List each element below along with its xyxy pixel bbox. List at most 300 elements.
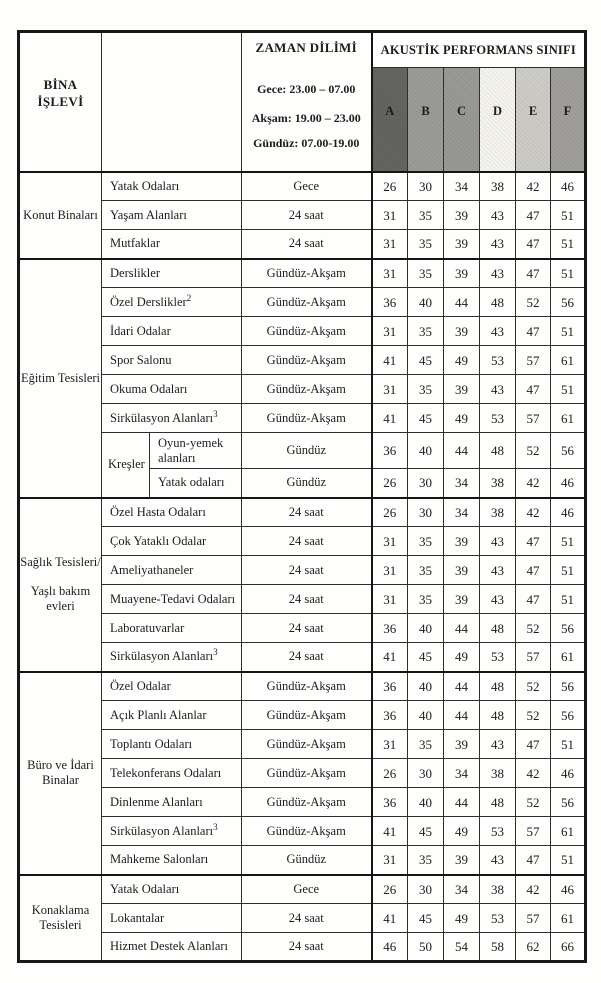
table-row [19, 317, 586, 346]
time-cell: Gece [242, 875, 372, 904]
value-cell: 31 [372, 846, 408, 875]
value-cell: 47 [516, 585, 551, 614]
value-cell: 57 [516, 904, 551, 933]
time-period-day: Gündüz: 07.00-19.00 [253, 136, 360, 150]
value-cell: 56 [551, 614, 586, 643]
value-cell: 61 [551, 346, 586, 375]
value-cell: 45 [408, 904, 444, 933]
room-label: Hizmet Destek Alanları [110, 939, 229, 953]
value-cell: 40 [408, 433, 444, 469]
value-cell: 57 [516, 346, 551, 375]
value-cell: 52 [516, 433, 551, 469]
footnote-superscript: 3 [213, 647, 218, 658]
value-cell: 43 [480, 259, 516, 288]
room-label: Telekonferans Odaları [110, 765, 222, 780]
value-cell: 42 [516, 759, 551, 788]
time-cell: Gündüz-Akşam [242, 730, 372, 759]
table-row [19, 404, 586, 433]
value-cell: 45 [408, 817, 444, 846]
value-cell: 34 [444, 172, 480, 201]
table-row [19, 817, 586, 846]
time-cell: 24 saat [242, 585, 372, 614]
room-label: Yaşam Alanları [110, 207, 187, 222]
value-cell: 38 [480, 172, 516, 201]
time-cell: Gündüz-Akşam [242, 346, 372, 375]
room-label: Mahkeme Salonları [110, 852, 209, 867]
class-column-b [408, 68, 444, 172]
value-cell: 49 [444, 643, 480, 672]
value-cell: 36 [372, 701, 408, 730]
value-cell: 34 [444, 875, 480, 904]
class-e-label: E [528, 103, 538, 118]
value-cell: 26 [372, 875, 408, 904]
value-cell: 56 [551, 788, 586, 817]
value-cell: 31 [372, 259, 408, 288]
table-row [19, 730, 586, 759]
table-row [19, 259, 586, 288]
room-cell [102, 759, 242, 788]
class-column-d [480, 68, 516, 172]
time-cell: Gündüz [242, 469, 372, 498]
value-cell: 36 [372, 288, 408, 317]
value-cell: 47 [516, 201, 551, 230]
value-cell: 53 [480, 404, 516, 433]
value-cell: 36 [372, 672, 408, 701]
acoustic-class-title: AKUSTİK PERFORMANS SINIFI [372, 32, 586, 68]
value-cell: 52 [516, 701, 551, 730]
value-cell: 30 [408, 172, 444, 201]
room-label: Özel Odalar [110, 678, 171, 693]
value-cell: 47 [516, 730, 551, 759]
room-cell [102, 498, 242, 527]
value-cell: 39 [444, 730, 480, 759]
value-cell: 61 [551, 817, 586, 846]
group-label: Büro ve İdari Binalar [27, 758, 94, 787]
room-cell [102, 788, 242, 817]
table-row [19, 643, 586, 672]
value-cell: 40 [408, 788, 444, 817]
value-cell: 42 [516, 498, 551, 527]
group-cell-konut [19, 172, 102, 259]
value-cell: 47 [516, 375, 551, 404]
value-cell: 62 [516, 933, 551, 962]
room-cell [102, 404, 242, 433]
time-cell: Gündüz-Akşam [242, 288, 372, 317]
group-cell-buro [19, 672, 102, 875]
value-cell: 30 [408, 498, 444, 527]
room-cell [102, 527, 242, 556]
table-row [19, 875, 586, 904]
room-cell [102, 614, 242, 643]
group-label: Sağlık Tesisleri/ [20, 555, 101, 569]
value-cell: 40 [408, 288, 444, 317]
value-cell: 61 [551, 643, 586, 672]
value-cell: 46 [551, 759, 586, 788]
value-cell: 51 [551, 201, 586, 230]
room-label: Derslikler [110, 265, 160, 280]
value-cell: 40 [408, 614, 444, 643]
table-row [19, 201, 586, 230]
time-cell: Gündüz-Akşam [242, 404, 372, 433]
value-cell: 35 [408, 527, 444, 556]
time-cell: 24 saat [242, 904, 372, 933]
value-cell: 48 [480, 701, 516, 730]
value-cell: 47 [516, 259, 551, 288]
value-cell: 51 [551, 317, 586, 346]
time-cell: 24 saat [242, 201, 372, 230]
time-period-evening: Akşam: 19.00 – 23.00 [251, 111, 361, 125]
room-cell [102, 730, 242, 759]
value-cell: 46 [551, 172, 586, 201]
value-cell: 47 [516, 556, 551, 585]
room-label: Muayene-Tedavi Odaları [110, 591, 236, 606]
footnote-superscript: 3 [213, 821, 218, 832]
time-cell: 24 saat [242, 556, 372, 585]
value-cell: 45 [408, 404, 444, 433]
room-label: Okuma Odaları [110, 381, 188, 396]
room-label: Sirkülasyon Alanları [110, 410, 214, 425]
time-cell: Gündüz-Akşam [242, 317, 372, 346]
value-cell: 51 [551, 375, 586, 404]
footnote-superscript: 2 [186, 292, 192, 303]
value-cell: 41 [372, 904, 408, 933]
room-cell [102, 230, 242, 259]
table-row [19, 498, 586, 527]
value-cell: 35 [408, 259, 444, 288]
value-cell: 41 [372, 817, 408, 846]
value-cell: 45 [408, 346, 444, 375]
value-cell: 49 [444, 904, 480, 933]
room-label: Dinlenme Alanları [110, 794, 203, 809]
group-cell-konaklama [19, 875, 102, 962]
value-cell: 31 [372, 556, 408, 585]
value-cell: 31 [372, 230, 408, 259]
time-cell: Gündüz-Akşam [242, 259, 372, 288]
value-cell: 30 [408, 875, 444, 904]
value-cell: 40 [408, 672, 444, 701]
time-cell: Gündüz-Akşam [242, 817, 372, 846]
value-cell: 61 [551, 404, 586, 433]
value-cell: 51 [551, 585, 586, 614]
value-cell: 53 [480, 817, 516, 846]
value-cell: 34 [444, 759, 480, 788]
value-cell: 53 [480, 904, 516, 933]
room-cell [102, 701, 242, 730]
value-cell: 51 [551, 230, 586, 259]
time-cell: 24 saat [242, 933, 372, 962]
value-cell: 30 [408, 469, 444, 498]
table-row [19, 672, 586, 701]
room-cell [102, 346, 242, 375]
time-cell: Gece [242, 172, 372, 201]
value-cell: 48 [480, 614, 516, 643]
table-row [19, 433, 586, 469]
value-cell: 40 [408, 701, 444, 730]
value-cell: 44 [444, 614, 480, 643]
class-b-label: B [421, 103, 430, 118]
value-cell: 43 [480, 585, 516, 614]
room-label: Laboratuvarlar [110, 620, 185, 635]
value-cell: 52 [516, 614, 551, 643]
class-a-label: A [385, 103, 395, 118]
value-cell: 34 [444, 498, 480, 527]
value-cell: 46 [551, 875, 586, 904]
class-f-label: F [563, 103, 572, 118]
table-row [19, 346, 586, 375]
value-cell: 44 [444, 672, 480, 701]
value-cell: 39 [444, 585, 480, 614]
value-cell: 43 [480, 375, 516, 404]
table-row [19, 614, 586, 643]
table-row [19, 788, 586, 817]
value-cell: 44 [444, 701, 480, 730]
value-cell: 47 [516, 527, 551, 556]
time-cell: Gündüz-Akşam [242, 701, 372, 730]
value-cell: 42 [516, 172, 551, 201]
room-label: Spor Salonu [110, 352, 172, 367]
value-cell: 26 [372, 759, 408, 788]
value-cell: 43 [480, 556, 516, 585]
value-cell: 35 [408, 730, 444, 759]
room-cell [102, 201, 242, 230]
value-cell: 26 [372, 172, 408, 201]
room-cell [102, 672, 242, 701]
value-cell: 35 [408, 230, 444, 259]
value-cell: 42 [516, 875, 551, 904]
room-label: Özel Derslikler [110, 294, 187, 309]
table-row [19, 172, 586, 201]
room-cell [102, 288, 242, 317]
room-label: Yatak Odaları [110, 178, 180, 193]
group-cell-saglik [19, 498, 102, 672]
value-cell: 54 [444, 933, 480, 962]
room-cell [102, 585, 242, 614]
value-cell: 46 [372, 933, 408, 962]
value-cell: 39 [444, 527, 480, 556]
table-row [19, 527, 586, 556]
time-cell: Gündüz [242, 846, 372, 875]
value-cell: 39 [444, 556, 480, 585]
room-cell [150, 469, 242, 498]
value-cell: 66 [551, 933, 586, 962]
value-cell: 43 [480, 527, 516, 556]
value-cell: 31 [372, 375, 408, 404]
value-cell: 39 [444, 375, 480, 404]
class-column-f [551, 68, 586, 172]
group-label: Eğitim Tesisleri [20, 370, 101, 385]
value-cell: 52 [516, 288, 551, 317]
group-cell-egitim [19, 259, 102, 498]
value-cell: 48 [480, 788, 516, 817]
value-cell: 31 [372, 527, 408, 556]
group-label-2: Yaşlı bakım evleri [30, 584, 91, 613]
time-cell: Gündüz-Akşam [242, 672, 372, 701]
value-cell: 46 [551, 469, 586, 498]
value-cell: 35 [408, 375, 444, 404]
value-cell: 49 [444, 346, 480, 375]
room-cell [102, 375, 242, 404]
value-cell: 43 [480, 317, 516, 346]
value-cell: 42 [516, 469, 551, 498]
room-cell [102, 643, 242, 672]
value-cell: 36 [372, 614, 408, 643]
value-cell: 56 [551, 288, 586, 317]
value-cell: 44 [444, 288, 480, 317]
room-label: Mutfaklar [110, 236, 160, 251]
value-cell: 58 [480, 933, 516, 962]
value-cell: 38 [480, 469, 516, 498]
value-cell: 31 [372, 730, 408, 759]
value-cell: 51 [551, 259, 586, 288]
value-cell: 43 [480, 230, 516, 259]
table-row [19, 904, 586, 933]
room-cell [102, 556, 242, 585]
value-cell: 39 [444, 259, 480, 288]
room-cell [102, 846, 242, 875]
room-label: Açık Planlı Alanlar [110, 707, 207, 722]
class-d-label: D [492, 103, 503, 118]
value-cell: 56 [551, 433, 586, 469]
value-cell: 38 [480, 759, 516, 788]
value-cell: 47 [516, 317, 551, 346]
room-label: Oyun-yemek alanları [158, 435, 224, 465]
room-cell [150, 433, 242, 469]
table-row [19, 759, 586, 788]
value-cell: 41 [372, 643, 408, 672]
room-label: Yatak odaları [158, 475, 225, 490]
table-row [19, 288, 586, 317]
room-cell [102, 875, 242, 904]
value-cell: 43 [480, 846, 516, 875]
value-cell: 46 [551, 498, 586, 527]
value-cell: 56 [551, 701, 586, 730]
time-cell: 24 saat [242, 643, 372, 672]
value-cell: 44 [444, 433, 480, 469]
value-cell: 52 [516, 788, 551, 817]
room-cell [102, 259, 242, 288]
class-column-c [444, 68, 480, 172]
value-cell: 31 [372, 317, 408, 346]
value-cell: 56 [551, 672, 586, 701]
value-cell: 35 [408, 556, 444, 585]
value-cell: 48 [480, 672, 516, 701]
value-cell: 38 [480, 498, 516, 527]
value-cell: 53 [480, 643, 516, 672]
value-cell: 39 [444, 317, 480, 346]
time-cell: Gündüz-Akşam [242, 375, 372, 404]
value-cell: 45 [408, 643, 444, 672]
table-row [19, 375, 586, 404]
value-cell: 57 [516, 404, 551, 433]
time-cell: 24 saat [242, 498, 372, 527]
value-cell: 39 [444, 230, 480, 259]
value-cell: 36 [372, 433, 408, 469]
time-period-night: Gece: 23.00 – 07.00 [257, 82, 356, 96]
value-cell: 35 [408, 846, 444, 875]
time-period-title: ZAMAN DİLİMİ [255, 40, 357, 55]
table-row [19, 230, 586, 259]
value-cell: 51 [551, 556, 586, 585]
value-cell: 48 [480, 288, 516, 317]
value-cell: 35 [408, 201, 444, 230]
value-cell: 47 [516, 230, 551, 259]
room-label: Çok Yataklı Odalar [110, 533, 207, 548]
room-label: Yatak Odaları [110, 881, 180, 896]
value-cell: 43 [480, 201, 516, 230]
value-cell: 57 [516, 643, 551, 672]
building-function-header [19, 32, 102, 172]
time-cell: 24 saat [242, 230, 372, 259]
room-cell [102, 317, 242, 346]
room-label: Özel Hasta Odaları [110, 504, 206, 519]
time-cell: Gündüz-Akşam [242, 788, 372, 817]
value-cell: 41 [372, 404, 408, 433]
value-cell: 53 [480, 346, 516, 375]
value-cell: 43 [480, 730, 516, 759]
value-cell: 35 [408, 585, 444, 614]
class-c-label: C [456, 103, 467, 118]
subgroup-cell-kresler: Kreşler [102, 433, 150, 498]
room-label: Toplantı Odaları [110, 736, 193, 751]
table-row [19, 701, 586, 730]
value-cell: 51 [551, 846, 586, 875]
value-cell: 39 [444, 846, 480, 875]
time-cell: 24 saat [242, 614, 372, 643]
value-cell: 57 [516, 817, 551, 846]
time-cell: 24 saat [242, 527, 372, 556]
room-label: Lokantalar [110, 910, 165, 925]
value-cell: 44 [444, 788, 480, 817]
value-cell: 34 [444, 469, 480, 498]
table-row [19, 846, 586, 875]
value-cell: 31 [372, 585, 408, 614]
class-column-a [372, 68, 408, 172]
value-cell: 41 [372, 346, 408, 375]
table-row [19, 556, 586, 585]
value-cell: 35 [408, 317, 444, 346]
value-cell: 38 [480, 875, 516, 904]
value-cell: 26 [372, 498, 408, 527]
value-cell: 50 [408, 933, 444, 962]
room-label: Sirkülasyon Alanları [110, 823, 214, 838]
room-cell [102, 933, 242, 962]
value-cell: 49 [444, 817, 480, 846]
room-cell [102, 904, 242, 933]
value-cell: 61 [551, 904, 586, 933]
footnote-superscript: 3 [213, 408, 218, 419]
value-cell: 51 [551, 730, 586, 759]
value-cell: 48 [480, 433, 516, 469]
value-cell: 31 [372, 201, 408, 230]
group-label: Konaklama Tesisleri [31, 902, 90, 932]
building-function-label: BİNA İŞLEVİ [37, 76, 84, 109]
room-cell [102, 172, 242, 201]
class-column-e [516, 68, 551, 172]
time-period-header [242, 32, 372, 172]
room-label: Ameliyathaneler [110, 562, 194, 577]
value-cell: 26 [372, 469, 408, 498]
acoustic-performance-table [17, 30, 587, 963]
value-cell: 30 [408, 759, 444, 788]
value-cell: 36 [372, 788, 408, 817]
table-row [19, 585, 586, 614]
value-cell: 49 [444, 404, 480, 433]
group-label: Konut Binaları [23, 207, 98, 222]
value-cell: 51 [551, 527, 586, 556]
room-label: İdari Odalar [110, 323, 171, 338]
empty-header-cell [102, 32, 242, 172]
time-cell: Gündüz-Akşam [242, 759, 372, 788]
